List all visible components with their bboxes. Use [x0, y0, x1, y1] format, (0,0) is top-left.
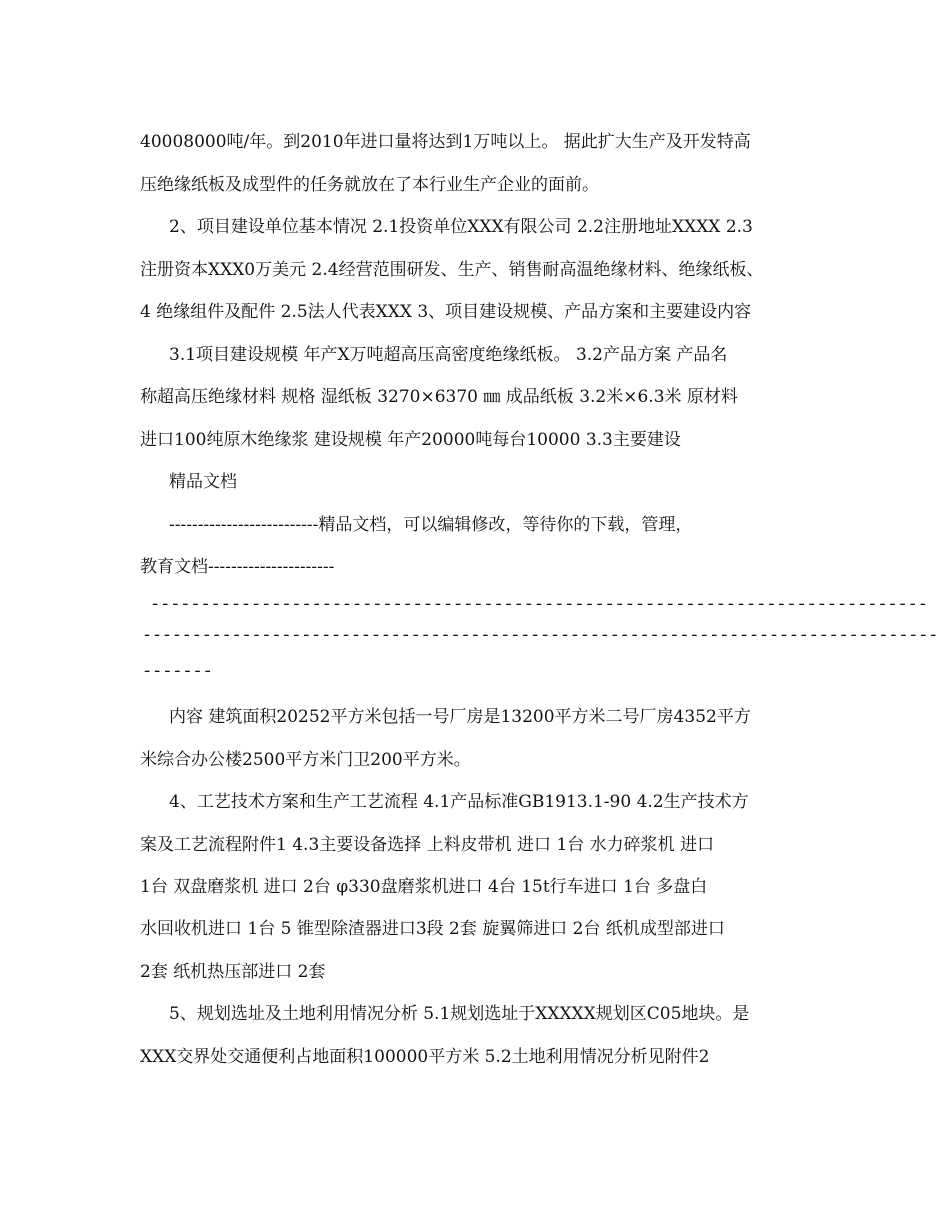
text-line: 注册资本XXX0万美元 2.4经营范围研发、生产、销售耐高温绝缘材料、绝缘纸板、 — [140, 260, 764, 280]
text-line: 水回收机进口 1台 5 锥型除渣器进口3段 2套 旋翼筛进口 2台 纸机成型部进口 — [140, 919, 725, 939]
divider-dashes: ------- — [142, 663, 213, 682]
text-line: 2、项目建设单位基本情况 2.1投资单位XXX有限公司 2.2注册地址XXXX 2.3 — [169, 217, 753, 237]
divider-dashes: -------------------------------------------------------------------------------- — [142, 627, 939, 646]
watermark-line: --------------------------精品文档，可以编辑修改，等待你的下载，管理， — [169, 515, 693, 535]
watermark-line: 教育文档---------------------- — [140, 557, 335, 577]
text-line: 内容 建筑面积20252平方米包括一号厂房是13200平方米二号厂房4352平方 — [169, 707, 751, 727]
text-line: 40008000吨/年。到2010年进口量将达到1万吨以上。 据此扩大生产及开发特高 — [140, 132, 751, 152]
text-line: 4、工艺技术方案和生产工艺流程 4.1产品标准GB1913.1-90 4.2生产技术方 — [169, 792, 749, 812]
text-line: 2套 纸机热压部进口 2套 — [140, 962, 326, 982]
watermark-label: 精品文档 — [169, 472, 237, 492]
text-line: 米综合办公楼2500平方米门卫200平方米。 — [140, 750, 471, 770]
text-line: XXX交界处交通便利占地面积100000平方米 5.2土地利用情况分析见附件2 — [140, 1047, 710, 1067]
divider-dashes: ----------------------------------------------------------------------------- — [150, 596, 928, 615]
text-line: 5、规划选址及土地利用情况分析 5.1规划选址于XXXXX规划区C05地块。是 — [169, 1004, 750, 1024]
text-line: 1台 双盘磨浆机 进口 2台 φ330盘磨浆机进口 4台 15t行车进口 1台 多盘白 — [140, 877, 708, 897]
text-line: 称超高压绝缘材料 规格 湿纸板 3270×6370 ㎜ 成品纸板 3.2米×6.3米 原材料 — [140, 387, 738, 407]
text-line: 压绝缘纸板及成型件的任务就放在了本行业生产企业的面前。 — [140, 175, 599, 195]
text-line: 4 绝缘组件及配件 2.5法人代表XXX 3、项目建设规模、产品方案和主要建设内容 — [140, 302, 752, 322]
text-line: 案及工艺流程附件1 4.3主要设备选择 上料皮带机 进口 1台 水力碎浆机 进口 — [140, 835, 715, 855]
text-line: 进口100纯原木绝缘浆 建设规模 年产20000吨每台10000 3.3主要建设 — [140, 430, 681, 450]
text-line: 3.1项目建设规模 年产X万吨超高压高密度绝缘纸板。 3.2产品方案 产品名 — [169, 345, 728, 365]
